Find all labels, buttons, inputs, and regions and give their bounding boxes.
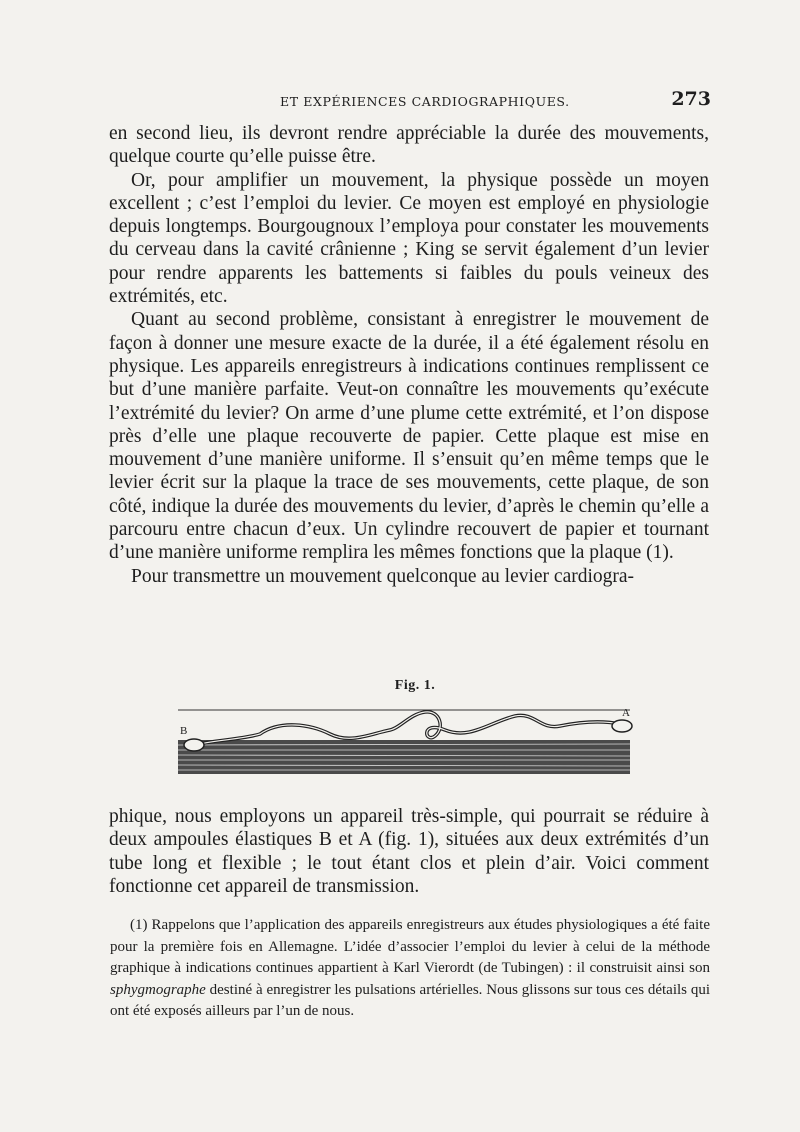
paragraph-5: phique, nous employons un appareil très-simple, qui pourrait se réduire à deux ampoules élastiques B et A (fig. 1), situées aux deux extrémités d’un tube long et flexible ; le tout étant clos et plein d’air. Voici comment fonctionne cet appareil de transmission. — [109, 806, 709, 897]
paragraph-1: en second lieu, ils devront rendre appréciable la durée des mouvements, quelque courte qu’elle puisse être. — [109, 123, 709, 168]
bulb-b — [184, 739, 204, 751]
label-b: B — [180, 725, 188, 737]
paragraph-2: Or, pour amplifier un mouvement, la physique possède un moyen excellent ; c’est l’emploi du levier. Ce moyen est employé en physiologie depuis longtemps. Bourgougnoux l’employa pour constater les mouvements du cerveau dans la cavité crânienne ; King se servit également d’un levier pour rendre apparents les battements si faibles du pouls veineux des extrémités, etc. — [109, 169, 709, 308]
footnote-1 — [110, 915, 710, 1023]
figure-caption: Fig. 1. — [394, 678, 436, 693]
footnote-text-2: destiné à enregistrer les pulsations artérielles. Nous glissons sur tous ces détails qui ont été exposés ailleurs par l’un de nous. — [110, 981, 710, 1019]
page-number: 273 — [671, 88, 711, 110]
label-a: A — [622, 707, 630, 719]
paragraph-4: Pour transmettre un mouvement quelconque au levier cardiogra- — [131, 565, 635, 587]
footnote-term: sphygmographe — [110, 981, 206, 998]
figure-illustration — [170, 700, 642, 782]
footnote-block — [110, 915, 710, 1023]
main-text-bottom — [109, 805, 709, 898]
main-text-top — [109, 122, 709, 588]
footnote-text-1: (1) Rappelons que l’application des appareils enregistreurs aux études physiologiques a été faite pour la première fois en Allemagne. L’idée d’associer l’emploi du levier à celui de la méthode graphique à indications continues appartient à Karl Vierordt (de Tubingen) : il construisit ainsi son — [110, 917, 710, 976]
page-header — [105, 86, 715, 116]
bulb-a — [612, 720, 632, 732]
running-head: ET EXPÉRIENCES CARDIOGRAPHIQUES. — [280, 94, 570, 109]
paragraph-3: Quant au second problème, consistant à enregistrer le mouvement de façon à donner une mesure exacte de la durée, il a été également résolu en physique. Les appareils enregistreurs à indications continues remplissent ce but d’une manière parfaite. Veut-on connaître les mouvements qu’exécute l’extrémité du levier? On arme d’une plume cette extrémité, et l’on dispose près d’elle une plaque recouverte de papier. Cette plaque est mise en mouvement d’une manière uniforme. Il s’ensuit qu’en même temps que le levier écrit sur la plaque la trace de ses mouvements, cette plaque, de son côté, indique la durée des mouvements du levier, d’après le chemin qu’elle a parcouru entre chacun d’eux. Un cylindre recouvert de papier et tournant d’une manière uniforme remplira les mêmes fonctions que la plaque (1). — [109, 309, 709, 564]
